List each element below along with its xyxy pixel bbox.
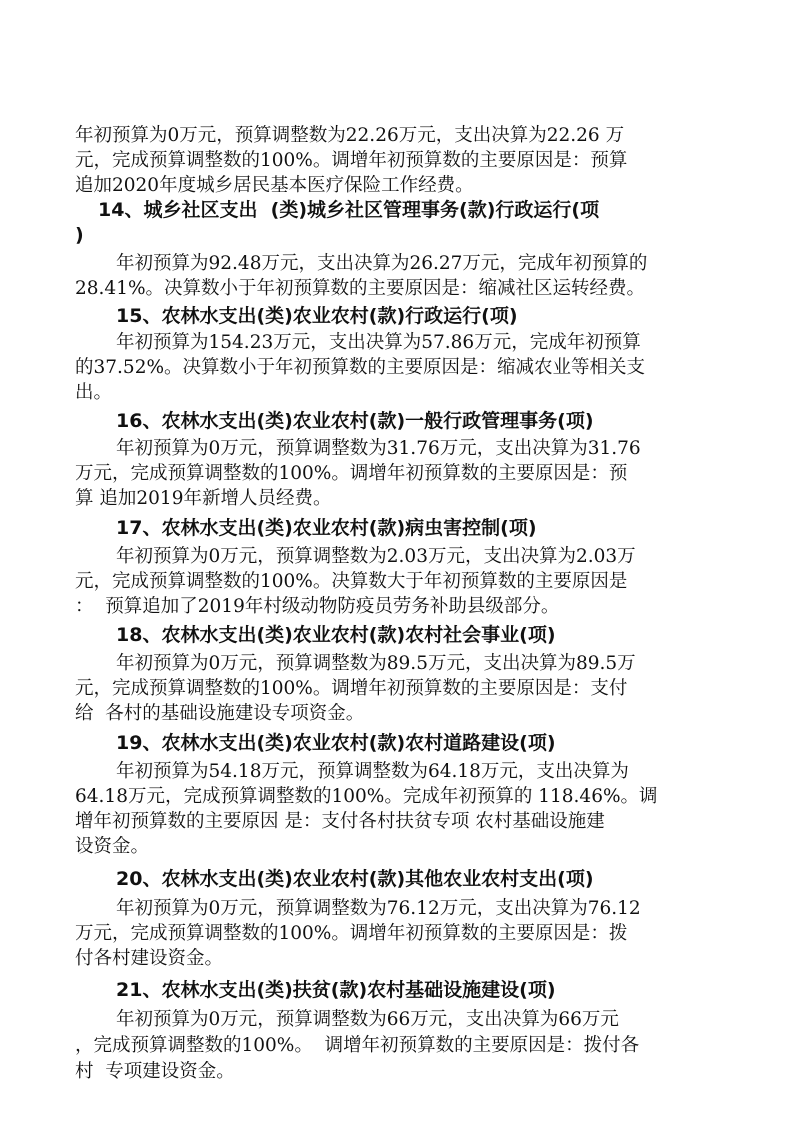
section-20-line-3: 付各村建设资金。: [75, 948, 224, 969]
intro-line-3: 追加2020年度城乡居民基本医疗保险工作经费。: [75, 175, 474, 196]
section-15-heading: 15、农林水支出(类)农业农村(款)行政运行(项): [116, 305, 518, 327]
section-15-line-3: 出。: [75, 382, 113, 403]
section-16-line-1: 年初预算为0万元，预算调整数为31.76万元，支出决算为31.76: [116, 438, 641, 459]
section-18-heading: 18、农林水支出(类)农业农村(款)农村社会事业(项): [116, 624, 556, 646]
section-17-line-1: 年初预算为0万元，预算调整数为2.03万元，支出决算为2.03万: [116, 546, 636, 567]
section-19-line-4: 设资金。: [75, 836, 150, 857]
intro-line-1: 年初预算为0万元，预算调整数为22.26万元，支出决算为22.26 万: [75, 125, 625, 146]
section-21-line-3: 村 专项建设资金。: [75, 1061, 235, 1082]
section-17-heading: 17、农林水支出(类)农业农村(款)病虫害控制(项): [116, 517, 537, 539]
section-17-line-3: ： 预算追加了2019年村级动物防疫员劳务补助县级部分。: [75, 596, 560, 617]
section-20-line-1: 年初预算为0万元，预算调整数为76.12万元，支出决算为76.12: [116, 898, 641, 919]
section-15-line-2: 的37.52%。决算数小于年初预算数的主要原因是：缩减农业等相关支: [75, 357, 646, 378]
section-19-line-2: 64.18万元，完成预算调整数的100%。完成年初预算的 118.46%。调: [75, 786, 658, 807]
section-16-heading: 16、农林水支出(类)农业农村(款)一般行政管理事务(项): [116, 410, 594, 432]
section-19-heading: 19、农林水支出(类)农业农村(款)农村道路建设(项): [116, 732, 556, 754]
section-16-line-3: 算 追加2019年新增人员经费。: [75, 488, 332, 509]
section-15-line-1: 年初预算为154.23万元，支出决算为57.86万元，完成年初预算: [116, 332, 641, 353]
section-19-line-3: 增年初预算数的主要原因 是：支付各村扶贫专项 农村基础设施建: [75, 811, 605, 832]
intro-line-2: 元，完成预算调整数的100%。调增年初预算数的主要原因是：预算: [75, 150, 628, 171]
section-21-heading: 21、农林水支出(类)扶贫(款)农村基础设施建设(项): [116, 979, 556, 1001]
section-14-heading-continued: ): [75, 224, 84, 246]
section-18-line-1: 年初预算为0万元，预算调整数为89.5万元，支出决算为89.5万: [116, 653, 636, 674]
section-21-line-1: 年初预算为0万元，预算调整数为66万元，支出决算为66万元: [116, 1009, 619, 1030]
section-16-line-2: 万元，完成预算调整数的100%。调增年初预算数的主要原因是：预: [75, 463, 628, 484]
section-17-line-2: 元，完成预算调整数的100%。决算数大于年初预算数的主要原因是: [75, 571, 628, 592]
section-21-line-2: ，完成预算调整数的100%。 调增年初预算数的主要原因是：拨付各: [75, 1035, 640, 1056]
section-14-line-1: 年初预算为92.48万元，支出决算为26.27万元，完成年初预算的: [116, 253, 648, 274]
section-20-heading: 20、农林水支出(类)农业农村(款)其他农业农村支出(项): [116, 868, 594, 890]
section-14-line-2: 28.41%。决算数小于年初预算数的主要原因是：缩减社区运转经费。: [75, 278, 646, 299]
section-20-line-2: 万元，完成预算调整数的100%。调增年初预算数的主要原因是：拨: [75, 923, 628, 944]
section-14-heading: 14、城乡社区支出 (类)城乡社区管理事务(款)行政运行(项: [98, 199, 600, 221]
section-19-line-1: 年初预算为54.18万元，预算调整数为64.18万元，支出决算为: [116, 761, 629, 782]
section-18-line-2: 元，完成预算调整数的100%。调增年初预算数的主要原因是：支付: [75, 678, 628, 699]
section-18-line-3: 给 各村的基础设施建设专项资金。: [75, 703, 365, 724]
